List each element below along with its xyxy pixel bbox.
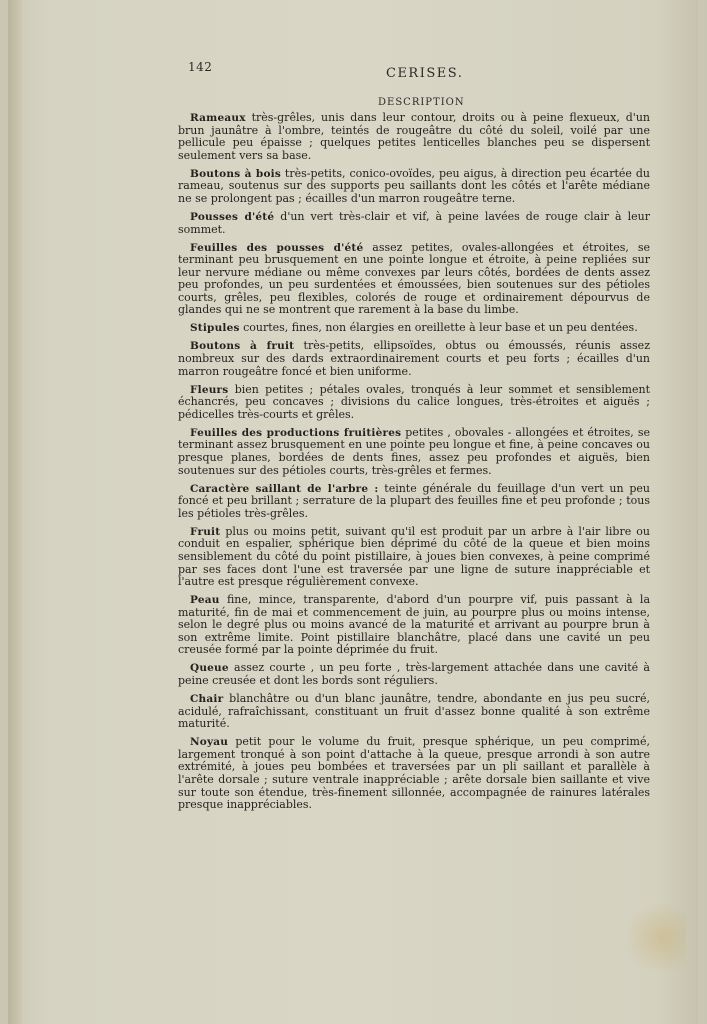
- paragraph-boutons-a-fruit: [178, 340, 650, 378]
- term-label: Peau: [190, 594, 220, 607]
- section-title: DESCRIPTION: [378, 97, 465, 108]
- paragraph-queue: [178, 662, 650, 687]
- running-title: CERISES.: [386, 66, 464, 81]
- paragraph-feuilles-productions: [178, 427, 650, 477]
- term-label: Feuilles des pousses d'été: [190, 241, 364, 254]
- paragraph-stipules: [178, 322, 650, 335]
- paragraph-caractere-saillant: [178, 483, 650, 521]
- paragraph-text: très-grêles, unis dans leur contour, droits ou à peine flexueux, d'un brun jaunâtre à l'ombre, teintés de rougeâtre du côté du soleil, voilé par une pellicule peu épaisse ; quelques petites lenticelles blanches peu se dispersent seulement vers sa base.: [178, 111, 650, 162]
- paragraph-fruit: [178, 526, 650, 589]
- term-label: Caractère saillant de l'arbre :: [190, 482, 379, 495]
- paragraph-text: teinte générale du feuillage d'un vert un peu foncé et peu brillant ; serrature de la plupart des feuilles fine et peu profonde ; tous les pétioles très-grêles.: [178, 481, 650, 520]
- paragraph-text: blanchâtre ou d'un blanc jaunâtre, tendre, abondante en jus peu sucré, acidulé, rafraîchissant, constituant un fruit d'assez bonne qualité à son extrême maturité.: [178, 692, 650, 731]
- term-label: Rameaux: [190, 112, 246, 124]
- term-label: Fleurs: [190, 383, 229, 396]
- book-page: [8, 0, 698, 1024]
- term-label: Noyau: [190, 736, 229, 749]
- paragraph-boutons-a-bois: [178, 168, 650, 206]
- page-number: 142: [188, 60, 213, 74]
- term-label: Stipules: [190, 322, 240, 335]
- paragraph-text: courtes, fines, non élargies en oreillette à leur base et un peu dentées.: [239, 321, 638, 335]
- paragraph-text: petit pour le volume du fruit, presque sphérique, un peu comprimé, largement tronqué à son point d'attache à la queue, presque arrondi à son autre extrémité, à joues peu bombées et traversées par un pli saillant et parallèle à l'arête dorsale ; suture ventrale inappréciable ; arête dorsale bien saillante et vive sur toute son étendue, très-finement sillonnée, accompagnée de rainures latérales presque inappréciables.: [178, 735, 650, 812]
- paper-stain: [626, 894, 686, 974]
- paragraph-text: assez petites, ovales-allongées et étroites, se terminant peu brusquement en une pointe longue et étroite, à peine repliées sur leur nervure médiane ou même convexes par leurs côtés, bordées de dents assez peu profondes, un peu surdentées et émoussées, bien soutenues sur des pétioles courts, grêles, peu flexibles, colorés de rouge et ordinairement dépourvus de glandes qui ne se montrent que rarement à la base du limbe.: [178, 240, 650, 317]
- term-label: Boutons à bois: [190, 167, 281, 180]
- paragraph-chair: [178, 693, 650, 731]
- paragraph-feuilles-pousses: [178, 242, 650, 318]
- term-label: Pousses d'été: [190, 210, 275, 223]
- paragraph-rameaux: [178, 112, 650, 162]
- paragraph-text: d'un vert très-clair et vif, à peine lavées de rouge clair à leur sommet.: [178, 209, 650, 236]
- paragraph-text: très-petits, conico-ovoïdes, peu aigus, à direction peu écartée du rameau, soutenus sur des supports peu saillants dont les côtés et l'arête médiane ne se prolongent pas ; écailles d'un marron rougeâtre terne.: [178, 166, 650, 205]
- page-gutter: [8, 0, 22, 1024]
- term-label: Feuilles des productions fruitières: [190, 426, 402, 439]
- paragraph-pousses-d-ete: [178, 211, 650, 236]
- term-label: Queue: [190, 662, 229, 675]
- term-label: Chair: [190, 693, 224, 706]
- paragraph-text: fine, mince, transparente, d'abord d'un pourpre vif, puis passant à la maturité, fin de mai et commencement de juin, au pourpre plus ou moins intense, selon le degré plus ou moins avancé de la maturité et arrivant au pourpre brun à son extrême limite. Point pistillaire blanchâtre, placé dans une cavité un peu creusée formé par la pointe déprimée du fruit.: [178, 593, 650, 657]
- paragraph-fleurs: [178, 384, 650, 422]
- paragraph-noyau: [178, 736, 650, 812]
- paragraph-text: très-petits, ellipsoïdes, obtus ou émoussés, réunis assez nombreux sur des dards extraordinairement courts et peu forts ; écailles d'un marron rougeâtre foncé et bien uniforme.: [178, 339, 650, 378]
- term-label: Boutons à fruit: [190, 340, 295, 353]
- paragraph-text: petites , obovales - allongées et étroites, se terminant assez brusquement en une pointe peu longue et fine, à peine concaves ou presque planes, bordées de dents fines, assez peu profondes et aiguës, bien soutenues sur des pétioles courts, très-grêles et fermes.: [178, 425, 650, 477]
- paragraph-text: assez courte , un peu forte , très-largement attachée dans une cavité à peine creusée et dont les bords sont réguliers.: [178, 661, 650, 688]
- description-body: [178, 112, 650, 817]
- paragraph-text: plus ou moins petit, suivant qu'il est produit par un arbre à l'air libre ou conduit en espalier, sphérique bien déprimé du côté de la queue et bien moins sensiblement du côté du point pistillaire, à joues bien convexes, à peine comprimé par ses faces dont l'une est traversée par une ligne de suture inappréciable et l'autre est presque régulièrement convexe.: [178, 524, 650, 589]
- paragraph-peau: [178, 594, 650, 657]
- paragraph-text: bien petites ; pétales ovales, tronqués à leur sommet et sensiblement échancrés, peu concaves ; divisions du calice longues, très-étroites et aiguës ; pédicelles très-courts et grêles.: [178, 382, 650, 421]
- term-label: Fruit: [190, 525, 221, 538]
